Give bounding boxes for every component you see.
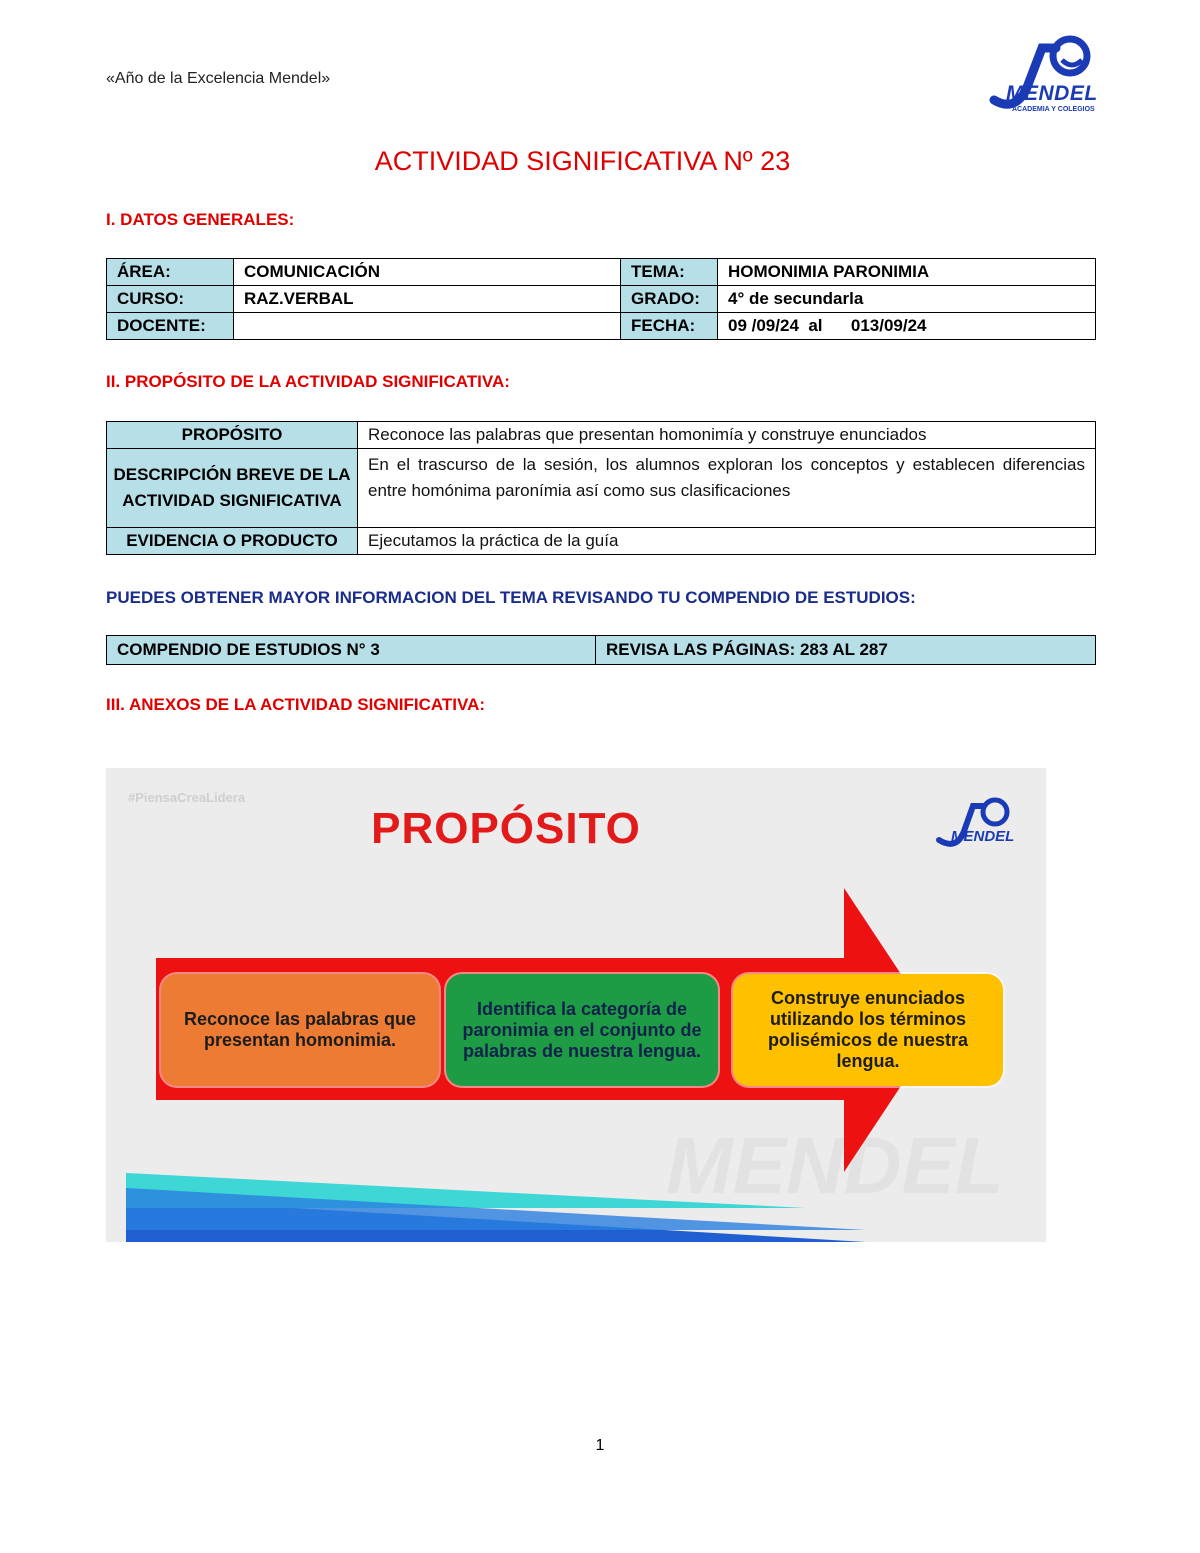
compendio-heading: PUEDES OBTENER MAYOR INFORMACION DEL TEMA REVISANDO TU COMPENDIO DE ESTUDIOS: <box>106 588 916 607</box>
page-number: 1 <box>595 1437 605 1454</box>
page-title: ACTIVIDAD SIGNIFICATIVA Nº 23 <box>374 146 791 176</box>
slide-logo <box>931 794 1021 854</box>
slide-logo-brand: MENDEL <box>951 828 1015 845</box>
grado-label: GRADO: <box>621 286 718 313</box>
evidence-label: EVIDENCIA O PRODUCTO <box>107 528 358 555</box>
header-motto: «Año de la Excelencia Mendel» <box>106 70 331 87</box>
logo-brand: MENDEL <box>1006 82 1098 105</box>
slide-logo-icon <box>931 794 1021 854</box>
purpose-box-1: Reconoce las palabras que presentan homonimia. <box>161 974 439 1086</box>
purpose-table <box>106 421 1096 555</box>
description-label: DESCRIPCIÓN BREVE DE LA ACTIVIDAD SIGNIFICATIVA <box>107 449 358 528</box>
purpose-box-2: Identifica la categoría de paronimia en el conjunto de palabras de nuestra lengua. <box>446 974 718 1086</box>
fecha-value: 09 /09/24 al 013/09/24 <box>718 313 1096 340</box>
table-row <box>107 313 1096 340</box>
area-value: COMUNICACIÓN <box>234 259 621 286</box>
compendio-table <box>106 635 1096 665</box>
grado-value: 4° de secundarla <box>718 286 1096 313</box>
slide-watermark: MENDEL <box>666 1121 1004 1210</box>
section-2-heading: II. PROPÓSITO DE LA ACTIVIDAD SIGNIFICATIVA: <box>106 372 510 391</box>
docente-label: DOCENTE: <box>107 313 234 340</box>
description-value: En el trascurso de la sesión, los alumnos exploran los conceptos y establecen diferencias entre homónima paronímia así como sus clasificaciones <box>358 449 1096 528</box>
area-label: ÁREA: <box>107 259 234 286</box>
fecha-label: FECHA: <box>621 313 718 340</box>
purpose-box-3: Construye enunciados utilizando los términos polisémicos de nuestra lengua. <box>733 974 1003 1086</box>
annex-slide-image <box>106 768 1046 1242</box>
section-3-heading: III. ANEXOS DE LA ACTIVIDAD SIGNIFICATIVA: <box>106 695 486 714</box>
slide-title: PROPÓSITO <box>371 804 641 853</box>
table-row <box>107 449 1096 528</box>
compendio-number: COMPENDIO DE ESTUDIOS N° 3 <box>107 636 596 665</box>
table-row <box>107 422 1096 449</box>
table-row <box>107 636 1096 665</box>
tema-label: TEMA: <box>621 259 718 286</box>
compendio-pages: REVISA LAS PÁGINAS: 283 AL 287 <box>596 636 1096 665</box>
table-row <box>107 259 1096 286</box>
evidence-value: Ejecutamos la práctica de la guía <box>358 528 1096 555</box>
school-logo <box>984 30 1096 120</box>
logo-subtitle: ACADEMIA Y COLEGIOS <box>1012 106 1095 113</box>
docente-value <box>234 313 621 340</box>
slide-hashtag: #PiensaCreaLidera <box>128 790 246 805</box>
curso-value: RAZ.VERBAL <box>234 286 621 313</box>
curso-label: CURSO: <box>107 286 234 313</box>
section-1-heading: I. DATOS GENERALES: <box>106 210 295 229</box>
purpose-label: PROPÓSITO <box>107 422 358 449</box>
tema-value: HOMONIMIA PARONIMIA <box>718 259 1096 286</box>
table-row <box>107 286 1096 313</box>
purpose-value: Reconoce las palabras que presentan homonimía y construye enunciados <box>358 422 1096 449</box>
general-data-table <box>106 258 1096 340</box>
table-row <box>107 528 1096 555</box>
